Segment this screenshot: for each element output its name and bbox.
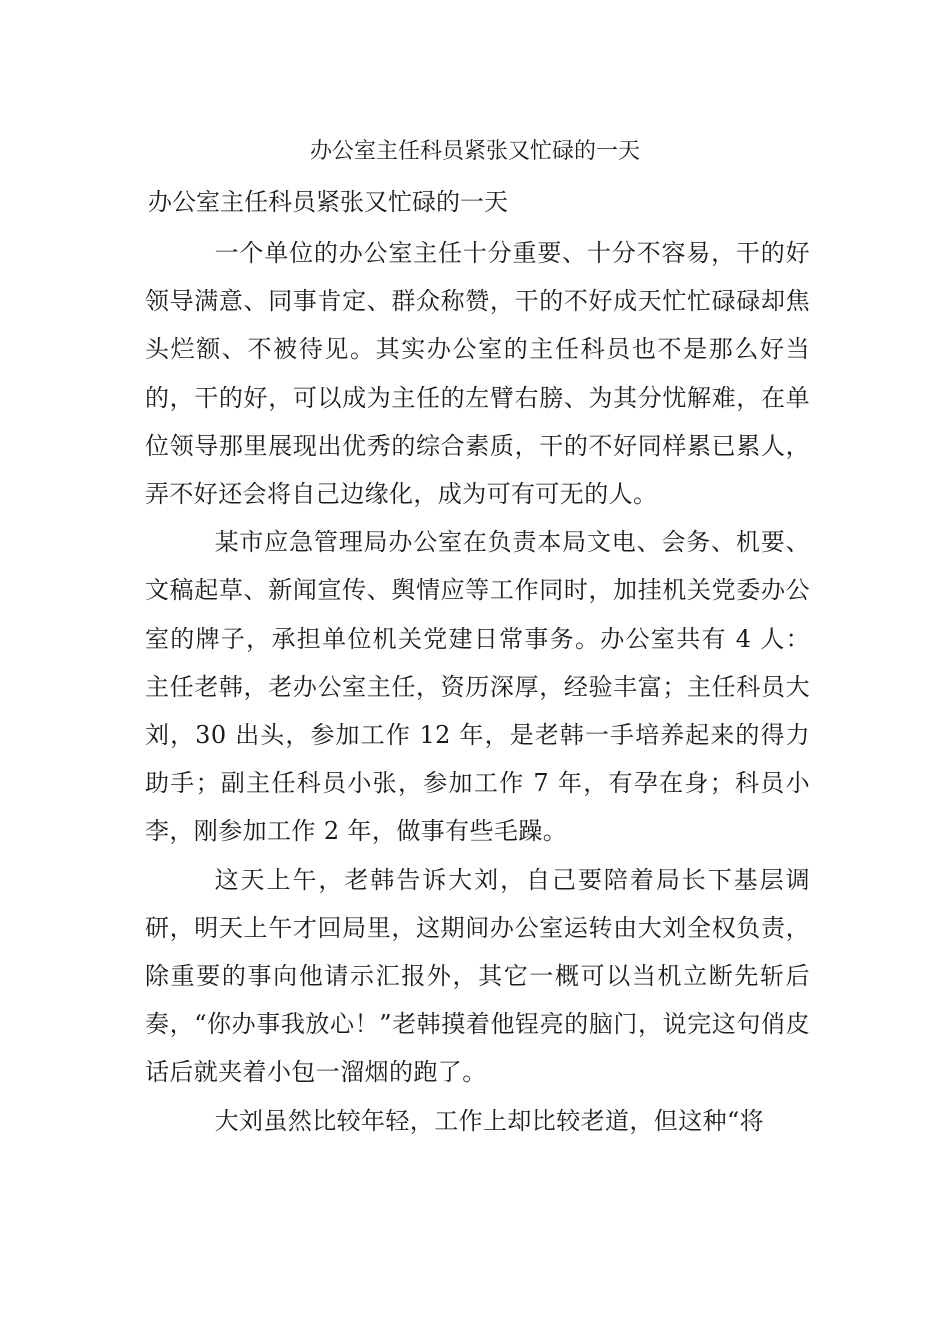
paragraph-4: 大刘虽然比较年轻，工作上却比较老道，但这种“将 (214, 1106, 765, 1135)
document-title: 办公室主任科员紧张又忙碌的一天 (309, 139, 640, 164)
document-body (145, 229, 810, 1145)
document-subtitle: 办公室主任科员紧张又忙碌的一天 (148, 188, 508, 216)
paragraph-2: 某市应急管理局办公室在负责本局文电、会务、机要、文稿起草、新闻宣传、舆情应等工作同时，加挂机关党委办公室的牌子，承担单位机关党建日常事务。办公室共有 4 人：主任老韩，老办公室主任，资历深厚，经验丰富；主任科员大刘，30 出头，参加工作 12 年，是老韩一手培养起来的得力助手；副主任科员小张，参加工作 7 年，有孕在身；科员小李，刚参加工作 2 年，做事有些毛躁。 (145, 528, 810, 846)
paragraph-3: 这天上午，老韩告诉大刘，自己要陪着局长下基层调研，明天上午才回局里，这期间办公室运转由大刘全权负责，除重要的事向他请示汇报外，其它一概可以当机立断先斩后奏，“你办事我放心！”老韩摸着他锃亮的脑门，说完这句俏皮话后就夹着小包一溜烟的跑了。 (145, 865, 810, 1087)
paragraph-1: 一个单位的办公室主任十分重要、十分不容易，干的好领导满意、同事肯定、群众称赞，干的不好成天忙忙碌碌却焦头烂额、不被待见。其实办公室的主任科员也不是那么好当的，干的好，可以成为主任的左臂右膀、为其分忧解难，在单位领导那里展现出优秀的综合素质，干的不好同样累已累人，弄不好还会将自己边缘化，成为可有可无的人。 (145, 239, 810, 509)
